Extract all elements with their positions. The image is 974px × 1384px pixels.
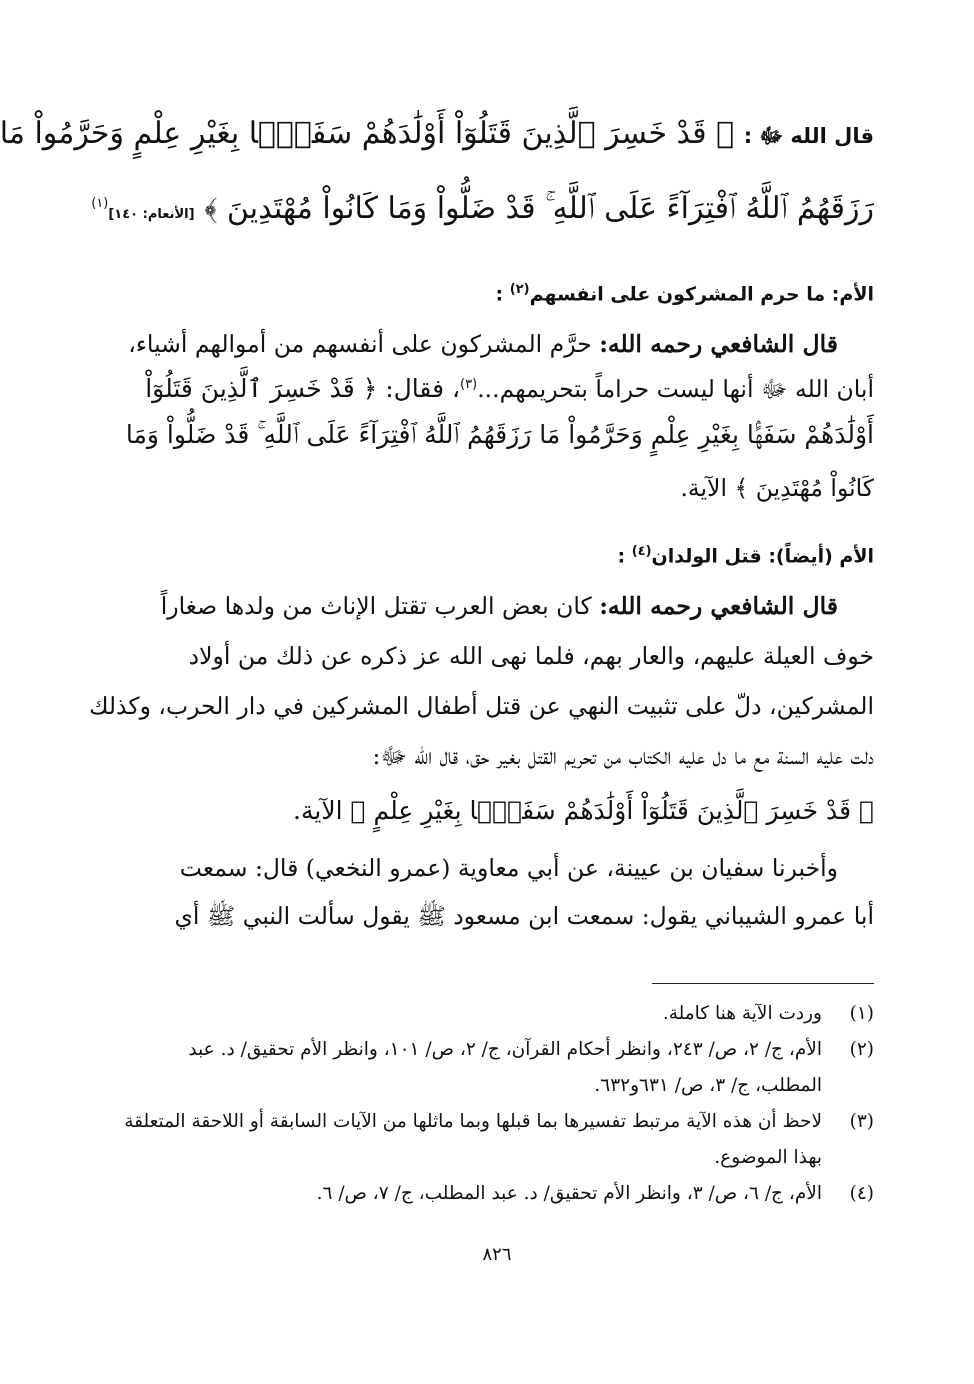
footnote-mark-4: (٤) bbox=[631, 544, 652, 559]
verse-text-1: ﴿ قَدْ خَسِرَ ٱلَّذِينَ قَتَلُوٓاْ أَوْلَٰدَهُمْ سَفَهًۢا بِغَيْرِ عِلْمٍ وَحَرَّمُواْ مَا bbox=[0, 116, 735, 151]
footnote-text: وردت الآية هنا كاملة. bbox=[662, 1003, 822, 1024]
para1-text-1: حرَّم المشركون على أنفسهم من أموالهم أشياء، bbox=[128, 330, 592, 358]
footnote-mark-2: (٢) bbox=[509, 282, 530, 297]
para3-text-1: وأخبرنا سفيان بن عيينة، عن أبي معاوية (عمرو النخعي) قال: سمعت bbox=[179, 854, 838, 882]
footnote-2 bbox=[120, 1032, 874, 1104]
para1-text-2b: ، فقال: ﴿ قَدْ خَسِرَ ٱلَّذِينَ قَتَلُوٓاْ bbox=[145, 373, 461, 403]
para2-line-1 bbox=[120, 580, 838, 633]
heading-text-2: الأم (أيضاً): قتل الولدان bbox=[651, 545, 874, 568]
footnote-3 bbox=[120, 1104, 874, 1176]
footnote-number: (٢) bbox=[849, 1039, 874, 1060]
footnote-number: (١) bbox=[849, 1003, 874, 1024]
footnote-mark-1: (١) bbox=[91, 196, 109, 211]
footnote-text: لاحظ أن هذه الآية مرتبط تفسيرها بما قبلها وبما ماثلها من الآيات السابقة أو اللاحقة المتعلقة بهذا الموضوع. bbox=[124, 1111, 822, 1168]
para1-text-2a: أبان الله ﷻ أنها ليست حراماً بتحريمهم... bbox=[477, 374, 874, 403]
section-heading-1 bbox=[120, 270, 874, 314]
para1-line-4 bbox=[120, 462, 874, 515]
footnote-mark-3: (٣) bbox=[460, 377, 478, 392]
footnote-text: الأم، ج/ ٢، ص/ ٢٤٣، وانظر أحكام القرآن، ج/ ٢، ص/ ١٠١، وانظر الأم تحقيق/ د. عبد المطلب، ج/ ٣، ص/ ٦٣١و٦٣٢. bbox=[188, 1039, 822, 1096]
footnote-number: (٤) bbox=[849, 1183, 874, 1204]
para1-line-3 bbox=[120, 408, 874, 461]
footnote-1 bbox=[120, 996, 874, 1032]
para-lead-1: قال الشافعي رحمه الله: bbox=[599, 330, 838, 358]
page-number: ٨٢٦ bbox=[482, 1244, 512, 1265]
para2-text-5: ﴿ قَدْ خَسِرَ ٱلَّذِينَ قَتَلُوٓاْ أَوْلَٰدَهُمْ سَفَهًۢا بِغَيْرِ عِلْمٍ ﴾ الآية. bbox=[293, 796, 874, 825]
verse-text-2: رَزَقَهُمُ ٱللَّهُ ٱفْتِرَآءً عَلَى ٱللَّهِ ۚ قَدْ ضَلُّواْ وَمَا كَانُواْ مُهْتَدِينَ ﴾ bbox=[204, 191, 874, 226]
verse-intro: قال الله ﷻ : bbox=[743, 124, 874, 148]
footnote-4 bbox=[120, 1176, 874, 1212]
para-lead-2: قال الشافعي رحمه الله: bbox=[599, 592, 838, 620]
heading-colon-1: : bbox=[495, 283, 504, 306]
para2-text-4: دلت عليه السنة مع ما دل عليه الكتاب من تحريم القتل بغير حق، قال الله ﷻ: bbox=[372, 742, 874, 770]
heading-colon-2: : bbox=[617, 545, 626, 568]
para3-line-2 bbox=[120, 890, 874, 943]
verse-line-1 bbox=[0, 112, 874, 158]
section-heading-2 bbox=[120, 532, 874, 576]
para2-line-5 bbox=[120, 784, 874, 837]
para2-text-2: خوف العيلة عليهم، والعار بهم، فلما نهى الله عز ذكره عن ذلك من أولاد bbox=[188, 642, 874, 670]
para1-text-3: أَوْلَٰدَهُمْ سَفَهًۢا بِغَيْرِ عِلْمٍ وَحَرَّمُواْ مَا رَزَقَهُمُ ٱللَّهُ ٱفْتِرَآءً عَلَى ٱللَّهِ ۚ قَدْ ضَلُّواْ وَمَا bbox=[125, 420, 874, 449]
para2-text-3: المشركين، دلّ على تثبيت النهي عن قتل أطفال المشركين في دار الحرب، وكذلك bbox=[89, 692, 874, 720]
para2-line-2 bbox=[120, 630, 874, 683]
para2-line-3 bbox=[89, 680, 874, 733]
para3-text-2: أبا عمرو الشيباني يقول: سمعت ابن مسعود ﷺ يقول سألت النبي ﷺ أي bbox=[174, 902, 874, 930]
footnote-number: (٣) bbox=[849, 1111, 874, 1132]
footnote-text: الأم، ج/ ٦، ص/ ٣، وانظر الأم تحقيق/ د. عبد المطلب، ج/ ٧، ص/ ٦. bbox=[316, 1183, 822, 1204]
verse-line-2 bbox=[91, 182, 874, 237]
footnote-divider bbox=[652, 983, 874, 984]
para2-text-1: كان بعض العرب تقتل الإناث من ولدها صغاراً bbox=[160, 592, 592, 620]
verse-reference: [الأنعام: ١٤٠] bbox=[108, 207, 195, 222]
para3-line-1 bbox=[120, 842, 838, 895]
heading-text-1: الأم: ما حرم المشركون على انفسهم bbox=[529, 283, 874, 306]
para2-line-4 bbox=[120, 730, 874, 783]
para1-text-4: كَانُواْ مُهْتَدِينَ ﴾ الآية. bbox=[680, 474, 874, 502]
